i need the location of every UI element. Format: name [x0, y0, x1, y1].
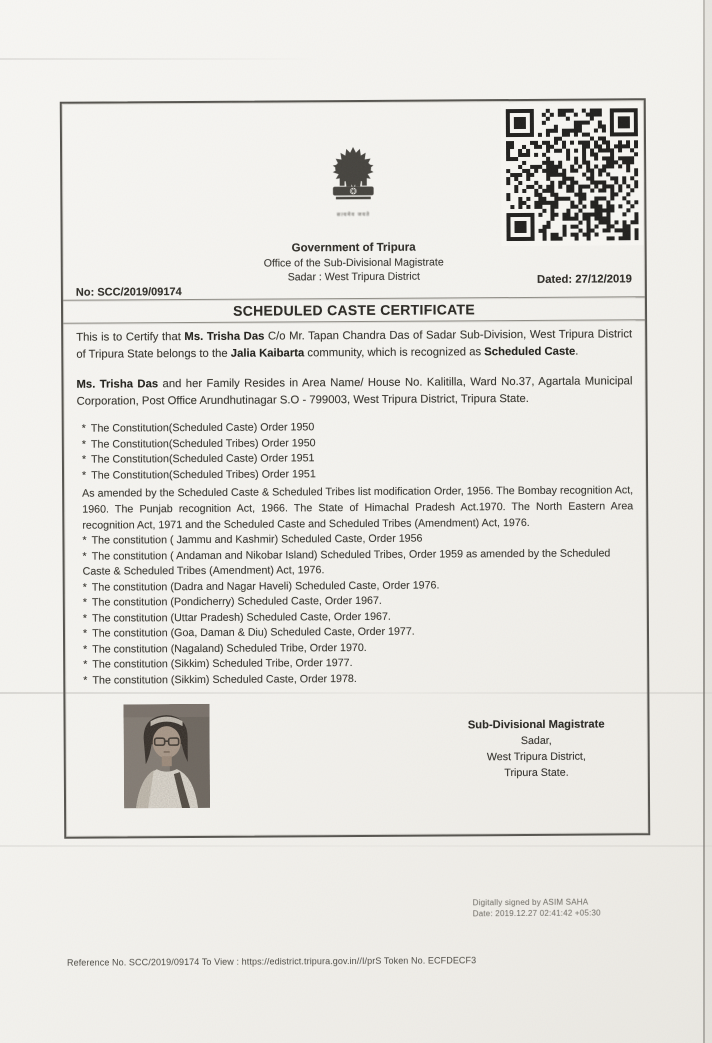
- order-text: The constitution ( Jammu and Kashmir) Scheduled Caste, Order 1956: [91, 532, 423, 547]
- scan-edge-line: [703, 0, 705, 1043]
- amendment-note: As amended by the Scheduled Caste & Scheduled Tribes list modification Order, 1956. The Bombay recognition Act, 1960. The Punjab recognition Act, 1966. The State of Himachal Pradesh Act.1970. The North Eastern Area recognition Act, 1971 and the Scheduled Caste and Scheduled Tribes (Amendment) Act, 1976.: [82, 484, 634, 532]
- scan-crease: [0, 845, 712, 847]
- certificate-number: No: SCC/2019/09174: [75, 286, 182, 299]
- certify-text: C/o Mr. Tapan Chandra Das of Sadar Sub-Division, West Tripura District of Tripura State belongs to the: [76, 328, 633, 361]
- certificate-border-box: [60, 98, 650, 839]
- order-text: The constitution (Uttar Pradesh) Scheduled Caste, Order 1967.: [92, 610, 391, 625]
- holder-name: Ms. Trisha Das: [76, 378, 159, 391]
- order-text: The constitution (Pondicherry) Scheduled Caste, Order 1967.: [91, 595, 382, 609]
- signatory-title: Sub-Divisional Magistrate: [467, 718, 605, 732]
- scan-crease: [0, 58, 320, 60]
- order-text: The constitution (Nagaland) Scheduled Tribe, Order 1970.: [92, 641, 367, 656]
- order-text: The constitution (Sikkim) Scheduled Tribe, Order 1977.: [92, 657, 353, 671]
- caste-category: Scheduled Caste: [484, 345, 576, 359]
- ashoka-lion-capital-icon: [323, 146, 383, 206]
- order-item: [83, 670, 634, 689]
- qr-code: [501, 103, 644, 246]
- certify-text: This is to Certify that: [76, 331, 185, 344]
- order-item: [82, 465, 633, 484]
- orders-list-1: [77, 419, 633, 484]
- residence-text: and her Family Resides in Area Name/ House No. Kalitilla, Ward No.37, Agartala Municipal Corporation, Post Office Arundhutinagar S.O - 799003, West Tripura District, Tripura State.: [76, 375, 633, 408]
- bullet-asterisk: *: [83, 643, 88, 656]
- certify-paragraph: [76, 326, 632, 363]
- bullet-asterisk: *: [82, 534, 87, 547]
- bullet-asterisk: *: [81, 453, 87, 466]
- digital-signature-line2: Date: 2019.12.27 02:41:42 +05:30: [472, 908, 601, 918]
- order-text: The constitution (Goa, Daman & Diu) Scheduled Caste, Order 1977.: [92, 625, 415, 640]
- emblem-motto: सत्यमेव जयते: [336, 211, 371, 219]
- government-name: Government of Tripura: [291, 241, 416, 255]
- bullet-asterisk: *: [82, 581, 87, 594]
- order-text: The Constitution(Scheduled Tribes) Order 1950: [90, 437, 316, 451]
- qr-code-canvas: [506, 108, 639, 241]
- bullet-asterisk: *: [81, 422, 86, 435]
- scan-edge-band: [705, 0, 712, 1043]
- signatory-line: Sadar,: [520, 735, 552, 748]
- order-item: [82, 546, 633, 580]
- order-text: The constitution ( Andaman and Nikobar Island) Scheduled Tribes, Order 1959 as amended by the Scheduled Caste & Scheduled Tribes (Amendment) Act, 1976.: [82, 547, 611, 578]
- community-name: Jalia Kaibarta: [230, 347, 305, 360]
- order-text: The Constitution(Scheduled Caste) Order 1950: [90, 421, 315, 435]
- order-text: The Constitution(Scheduled Caste) Order 1951: [91, 452, 315, 466]
- reference-line: Reference No. SCC/2019/09174 To View : https://edistrict.tripura.gov.in//I/prS Token No. ECFDECF3: [66, 955, 477, 968]
- order-text: The Constitution(Scheduled Tribes) Order 1951: [91, 468, 316, 482]
- applicant-photo: [123, 704, 210, 809]
- orders-list-2: [77, 531, 634, 689]
- bullet-asterisk: *: [82, 627, 88, 640]
- holder-name: Ms. Trisha Das: [184, 330, 265, 344]
- bullet-asterisk: *: [82, 596, 88, 609]
- certify-text: community, which is recognized as: [304, 346, 485, 360]
- district-name: Sadar : West Tripura District: [287, 270, 420, 284]
- bullet-asterisk: *: [81, 469, 87, 482]
- signatory-line: West Tripura District,: [486, 750, 586, 764]
- office-name: Office of the Sub-Divisional Magistrate: [263, 256, 444, 270]
- order-text: The constitution (Sikkim) Scheduled Caste, Order 1978.: [92, 672, 357, 687]
- bullet-asterisk: *: [83, 658, 88, 671]
- photo-signature-row: [78, 702, 635, 809]
- digital-signature-note: [473, 898, 601, 920]
- scan-crease: [0, 692, 712, 694]
- certificate-title: SCHEDULED CASTE CERTIFICATE: [232, 301, 476, 319]
- bullet-asterisk: *: [81, 438, 87, 451]
- bullet-asterisk: *: [82, 612, 88, 625]
- residence-paragraph: [76, 373, 632, 410]
- bullet-asterisk: *: [83, 674, 88, 687]
- digital-signature-line1: Digitally signed by ASIM SAHA: [472, 897, 589, 908]
- certify-text: .: [575, 345, 579, 358]
- applicant-photo-graphic: [123, 704, 210, 809]
- signatory-line: Tripura State.: [504, 767, 569, 780]
- bullet-asterisk: *: [82, 550, 87, 563]
- certificate-date: Dated: 27/12/2019: [536, 273, 632, 286]
- order-text: The constitution (Dadra and Nagar Haveli) Scheduled Caste, Order 1976.: [91, 579, 440, 594]
- signature-block: [468, 717, 605, 807]
